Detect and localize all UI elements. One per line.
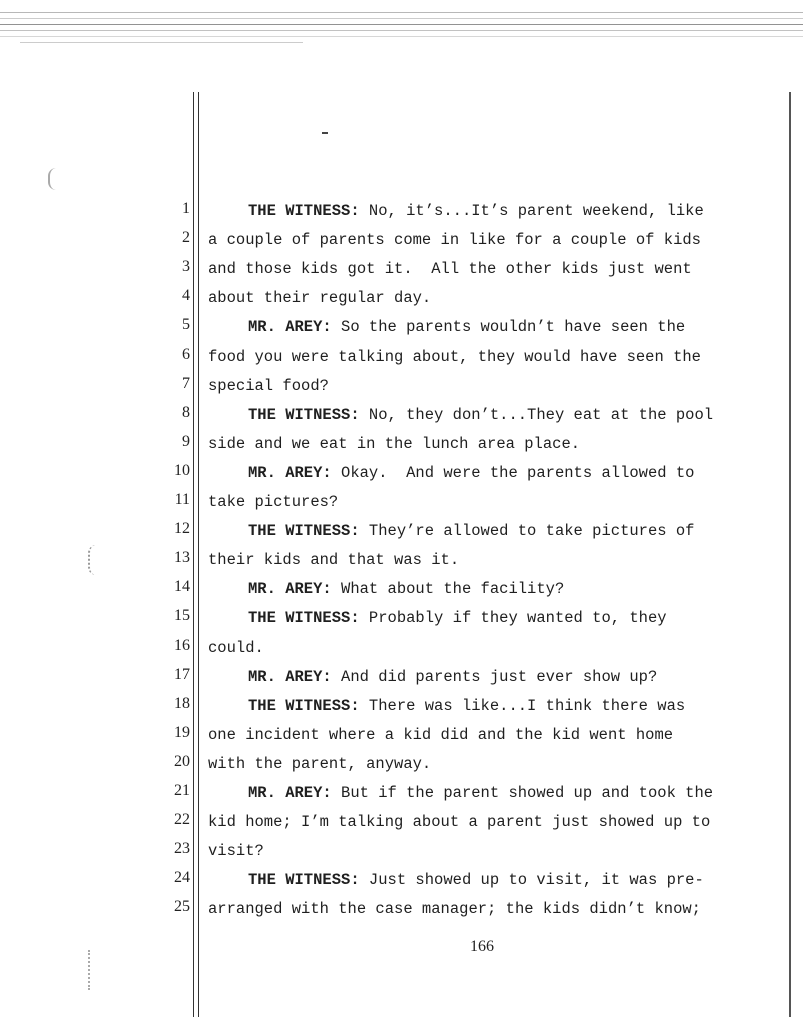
transcript-line — [248, 784, 713, 802]
line-number: 8 — [182, 404, 190, 421]
line-text: No, it’s...It’s parent weekend, like — [359, 202, 704, 220]
right-margin-rule — [789, 92, 791, 1017]
line-number: 1 — [182, 200, 190, 217]
line-text: Just showed up to visit, it was pre- — [359, 871, 704, 889]
transcript-line — [248, 697, 685, 715]
transcript-line — [208, 348, 701, 366]
line-number: 15 — [174, 607, 190, 624]
line-text: and those kids got it. All the other kids just went — [208, 260, 692, 278]
transcript-line — [208, 726, 673, 744]
line-text: visit? — [208, 842, 264, 860]
line-text: No, they don’t...They eat at the pool — [359, 406, 714, 424]
line-number: 9 — [182, 433, 190, 450]
transcript-line — [208, 289, 431, 307]
line-text: kid home; I’m talking about a parent just showed up to — [208, 813, 711, 831]
transcript-line — [208, 842, 264, 860]
transcript-line — [208, 639, 264, 657]
speaker-label: THE WITNESS: — [248, 522, 360, 540]
line-number: 6 — [182, 346, 190, 363]
speaker-label: THE WITNESS: — [248, 202, 360, 220]
line-text: special food? — [208, 377, 329, 395]
line-number: 17 — [174, 666, 190, 683]
line-number: 3 — [182, 258, 190, 275]
line-text: They’re allowed to take pictures of — [359, 522, 695, 540]
line-number: 12 — [174, 520, 190, 537]
line-number: 19 — [174, 724, 190, 741]
line-number: 13 — [174, 549, 190, 566]
transcript-line — [208, 813, 710, 831]
line-text: side and we eat in the lunch area place. — [208, 435, 581, 453]
line-number: 16 — [174, 637, 190, 654]
line-number: 7 — [182, 375, 190, 392]
transcript-line — [208, 260, 692, 278]
line-text: Okay. And were the parents allowed to — [331, 464, 695, 482]
transcript-line — [208, 435, 580, 453]
line-text: There was like...I think there was — [359, 697, 686, 715]
line-text: Probably if they wanted to, they — [359, 609, 667, 627]
line-number: 22 — [174, 811, 190, 828]
line-number: 5 — [182, 316, 190, 333]
transcript-line — [248, 202, 704, 220]
speaker-label: THE WITNESS: — [248, 609, 360, 627]
speaker-label: MR. AREY: — [248, 318, 332, 336]
speaker-label: MR. AREY: — [248, 784, 332, 802]
transcript-line — [248, 318, 685, 336]
line-number: 21 — [174, 782, 190, 799]
transcript-line — [208, 551, 459, 569]
left-margin-rule — [193, 92, 199, 1017]
scan-mark — [88, 950, 100, 990]
speaker-label: THE WITNESS: — [248, 406, 360, 424]
line-text: food you were talking about, they would have seen the — [208, 348, 701, 366]
line-text: So the parents wouldn’t have seen the — [331, 318, 686, 336]
transcript-line — [248, 406, 713, 424]
line-text: What about the facility? — [331, 580, 565, 598]
transcript-line — [208, 900, 701, 918]
line-number: 14 — [174, 578, 190, 595]
speaker-label: THE WITNESS: — [248, 697, 360, 715]
line-text: take pictures? — [208, 493, 339, 511]
line-number: 23 — [174, 840, 190, 857]
line-text: with the parent, anyway. — [208, 755, 432, 773]
line-number: 10 — [174, 462, 190, 479]
transcript-line — [208, 493, 338, 511]
transcript-line — [248, 668, 657, 686]
transcript-line — [248, 522, 694, 540]
line-number: 24 — [174, 869, 190, 886]
line-number: 20 — [174, 753, 190, 770]
transcript-line — [248, 580, 564, 598]
line-text: And did parents just ever show up? — [331, 668, 658, 686]
speaker-label: THE WITNESS: — [248, 871, 360, 889]
line-text: arranged with the case manager; the kids didn’t know; — [208, 900, 701, 918]
scan-mark — [48, 168, 60, 190]
speaker-label: MR. AREY: — [248, 464, 332, 482]
line-number: 11 — [174, 491, 190, 508]
transcript-line — [208, 231, 701, 249]
line-text: about their regular day. — [208, 289, 432, 307]
speaker-label: MR. AREY: — [248, 668, 332, 686]
speaker-label: MR. AREY: — [248, 580, 332, 598]
line-number: 4 — [182, 287, 190, 304]
transcript-line — [248, 609, 667, 627]
line-text: But if the parent showed up and took the — [331, 784, 714, 802]
line-number: 18 — [174, 695, 190, 712]
scan-mark — [88, 545, 100, 575]
transcript-line — [208, 755, 431, 773]
transcript-line — [208, 377, 329, 395]
header-dash — [322, 132, 328, 134]
line-text: could. — [208, 639, 264, 657]
transcript-line — [248, 464, 694, 482]
line-text: a couple of parents come in like for a couple of kids — [208, 231, 701, 249]
transcript-line — [248, 871, 704, 889]
page-number: 166 — [470, 938, 494, 955]
line-number: 25 — [174, 898, 190, 915]
line-number: 2 — [182, 229, 190, 246]
line-text: their kids and that was it. — [208, 551, 460, 569]
line-text: one incident where a kid did and the kid went home — [208, 726, 674, 744]
scan-artifact-band — [0, 8, 803, 48]
